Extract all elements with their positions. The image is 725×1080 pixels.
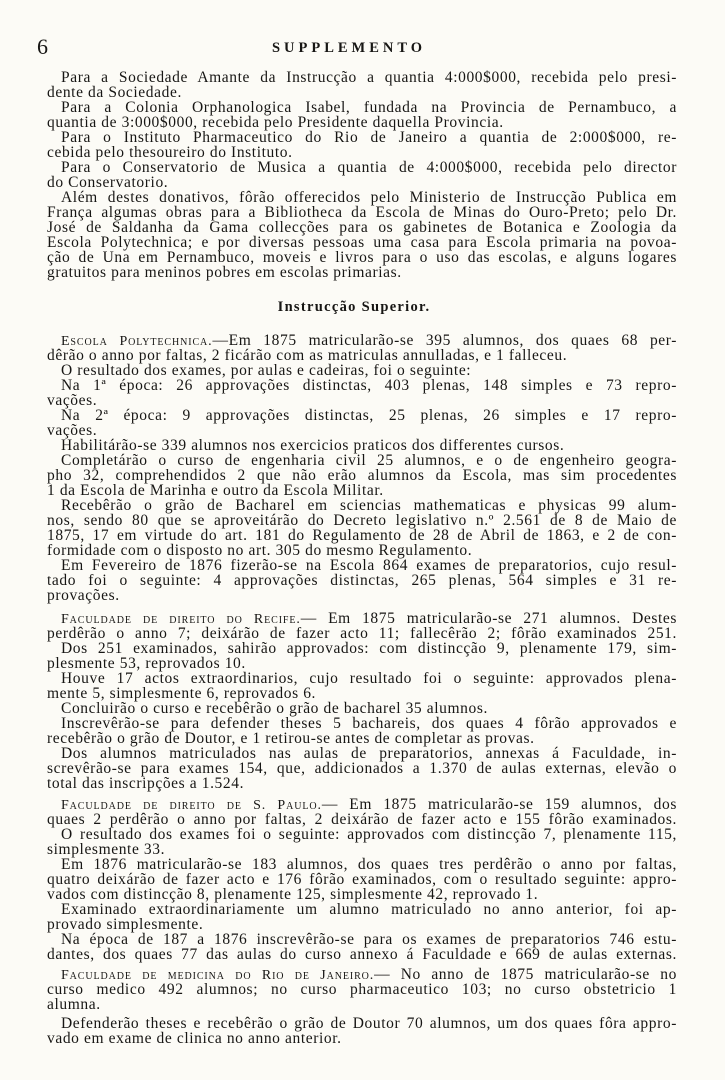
text-line: França algumas obras para a Bibliotheca da Escola de Minas do Ouro-Preto; pelo Dr. <box>47 204 677 221</box>
text-line: dantes, dos quaes 77 das aulas do curso annexo á Faculdade e 669 de aulas externas. <box>47 946 677 963</box>
paragraph <box>47 932 677 962</box>
text-line: ção de Una em Pernambuco, moveis e livros para o uso das escolas, e alguns logares <box>47 249 677 266</box>
text-line: O resultado dos exames, por aulas e cadeiras, foi o seguinte: <box>61 362 472 379</box>
donations-block <box>47 70 677 280</box>
paragraph <box>47 498 677 558</box>
text-line <box>47 967 677 982</box>
text-line-rest: — No anno de 1875 matricularão-se no <box>374 966 677 983</box>
text-line: provado simplesmente. <box>47 916 204 933</box>
text-line: provações. <box>47 587 120 604</box>
text-line: vações. <box>47 422 98 439</box>
text-line-rest: — Em 1875 matricularão-se 271 alumnos. Destes <box>300 610 677 627</box>
text-line: simplesmente 33. <box>47 841 166 858</box>
text-line: Para a Colonia Orphanologica Isabel, fundada na Provincia de Pernambuco, a <box>61 99 677 116</box>
text-line: dente da Sociedade. <box>47 84 182 101</box>
paragraph <box>47 130 677 160</box>
text-line: Dos alumnos matriculados nas aulas de preparatorios, annexas á Faculdade, in- <box>61 745 677 762</box>
section-lead: Faculdade de direito de S. Paulo. <box>61 798 322 813</box>
section-lead: Escola Polytechnica. <box>61 334 213 349</box>
section-lead: Faculdade de medicina do Rio de Janeiro. <box>61 968 375 983</box>
text-line: Houve 17 actos extraordinarios, cujo resultado foi o seguinte: approvados plena- <box>61 670 677 687</box>
text-line: curso medico 492 alumnos; no curso pharmaceutico 103; no curso obstetricio 1 <box>47 981 677 998</box>
paragraph <box>47 746 677 791</box>
text-line: gratuitos para meninos pobres em escolas primarias. <box>47 264 402 281</box>
text-line: recebêrão o grão de Doutor, e 1 retirou-se antes de completar as provas. <box>47 730 535 747</box>
text-line: Em Fevereiro de 1876 fizerão-se na Escola 864 exames de preparatorios, cujo resul- <box>61 557 677 574</box>
text-line <box>47 333 677 348</box>
page-body <box>47 70 677 1046</box>
text-line: Em 1876 matricularão-se 183 alumnos, dos quaes tres perdêrão o anno por faltas, <box>61 856 677 873</box>
section-faculdade-medicina <box>47 967 677 1046</box>
text-line: Na 1ª época: 26 approvações distinctas, 403 plenas, 148 simples e 73 repro- <box>61 377 677 394</box>
text-line: Escola Polytechnica; e por diversas pessoas uma casa para Escola primaria na povoa- <box>47 234 677 251</box>
text-line: O resultado dos exames foi o seguinte: approvados com distincção 7, plenamente 115, <box>61 826 677 843</box>
text-line: perdêrão o anno 7; deixárão de fazer acto 11; fallecêrão 2; fôrão examinados 251. <box>47 625 677 642</box>
section-lead: Faculdade de direito do Recife. <box>61 612 301 627</box>
text-line: Habilitárão-se 339 alumnos nos exercicios praticos dos differentes cursos. <box>61 437 565 454</box>
section-faculdade-recife <box>47 611 677 791</box>
text-line: Defenderão theses e recebêrão o grão de Doutor 70 alumnos, um dos quaes fôra appro- <box>61 1015 677 1032</box>
text-line: total das inscripções a 1.524. <box>47 775 245 792</box>
text-line: mente 5, simplesmente 6, reprovados 6. <box>47 685 317 702</box>
paragraph <box>47 857 677 902</box>
section-faculdade-sao-paulo <box>47 797 677 962</box>
text-line-rest: — Em 1875 matricularão-se 159 alumnos, dos <box>321 796 677 813</box>
paragraph <box>47 70 677 100</box>
text-line: José de Saldanha da Gama collecções para os gabinetes de Botanica e Zoologia da <box>47 219 677 236</box>
text-line: plesmente 53, reprovados 10. <box>47 655 246 672</box>
paragraph <box>47 333 677 363</box>
text-line: Completárão o curso de engenharia civil 25 alumnos, e o de engenheiro geogra- <box>61 452 677 469</box>
text-line: quantia de 3:000$000, recebida pelo Presidente daquella Provincia. <box>47 114 504 131</box>
section-heading: Instrucção Superior. <box>277 299 431 315</box>
text-line: vados com distincção 8, plenamente 125, simplesmente 42, reprovado 1. <box>47 886 539 903</box>
text-line: vado em exame de clinica no anno anterior. <box>47 1030 342 1047</box>
text-line <box>47 797 677 812</box>
text-line: Para a Sociedade Amante da Instrucção a quantia 4:000$000, recebida pelo presi- <box>61 69 677 86</box>
text-line-rest: —Em 1875 matricularão-se 395 alumnos, dos quaes 68 per- <box>212 332 677 349</box>
paragraph <box>47 827 677 857</box>
paragraph <box>47 558 677 603</box>
running-head: SUPPLEMENTO <box>271 40 427 56</box>
text-line: Recebêrão o grão de Bacharel em sciencias mathematicas e physicas 99 alum- <box>61 497 677 514</box>
text-line: pho 32, comprehendidos 2 que não erão alumnos da Escola, mas sim procedentes <box>47 467 677 484</box>
paragraph <box>47 1016 677 1046</box>
paragraph <box>47 611 677 641</box>
text-line: do Conservatorio. <box>47 174 169 191</box>
text-line: nos, sendo 80 que se aproveitárão do Decreto legislativo n.º 2.561 de 8 de Maio de <box>47 512 677 529</box>
paragraph <box>47 716 677 746</box>
paragraph <box>47 701 677 716</box>
paragraph <box>47 408 677 438</box>
paragraph <box>47 190 677 280</box>
paragraph <box>47 967 677 1012</box>
paragraph <box>47 438 677 453</box>
text-line: tado foi o seguinte: 4 approvações distinctas, 265 plenas, 564 simples e 31 re- <box>47 572 677 589</box>
text-line: Na época de 187 a 1876 inscrevêrão-se para os exames de preparatorios 746 estu- <box>61 931 677 948</box>
paragraph <box>47 671 677 701</box>
paragraph <box>47 453 677 498</box>
paragraph <box>47 363 677 378</box>
text-line: quatro deixárão de fazer acto e 176 fôrão examinados, com o resultado seguinte: appro- <box>47 871 677 888</box>
paragraph <box>47 902 677 932</box>
text-line: alumna. <box>47 996 101 1013</box>
text-line: Para o Conservatorio de Musica a quantia de 4:000$000, recebida pelo director <box>61 159 677 176</box>
text-line: 1 da Escola de Marinha e outro da Escola Militar. <box>47 482 384 499</box>
text-line: vações. <box>47 392 98 409</box>
text-line: cebida pelo thesoureiro do Instituto. <box>47 144 293 161</box>
text-line: Inscrevêrão-se para defender theses 5 bachareis, dos quaes 4 fôrão approvados e <box>61 715 677 732</box>
section-escola-polytechnica <box>47 333 677 603</box>
text-line: Para o Instituto Pharmaceutico do Rio de Janeiro a quantia de 2:000$000, re- <box>61 129 677 146</box>
text-line: Concluirão o curso e recebêrão o grão de bacharel 35 alumnos. <box>61 700 488 717</box>
text-line: formidade com o disposto no art. 305 do mesmo Regulamento. <box>47 542 473 559</box>
text-line: quaes 2 perdêrão o anno por faltas, 2 deixárão de fazer acto e 155 fôrão examinados. <box>47 811 677 828</box>
text-line: Examinado extraordinariamente um alumno matriculado no anno anterior, foi ap- <box>61 901 677 918</box>
text-line: screvêrão-se para exames 154, que, addicionados a 1.370 de aulas externas, elevão o <box>47 760 677 777</box>
page-number: 6 <box>37 34 48 59</box>
text-line: 1875, 17 em virtude do art. 181 do Regulamento de 28 de Abril de 1863, e 2 de con- <box>47 527 677 544</box>
paragraph <box>47 160 677 190</box>
text-line: dêrão o anno por faltas, 2 ficárão com as matriculas annulladas, e 1 falleceu. <box>47 347 568 364</box>
text-line: Dos 251 examinados, sahirão approvados: com distincção 9, plenamente 179, sim- <box>61 640 677 657</box>
paragraph <box>47 641 677 671</box>
text-line <box>47 611 677 626</box>
text-line: Na 2ª época: 9 approvações distinctas, 25 plenas, 26 simples e 17 repro- <box>61 407 677 424</box>
paragraph <box>47 378 677 408</box>
paragraph <box>47 797 677 827</box>
paragraph <box>47 100 677 130</box>
text-line: Além destes donativos, fôrão offerecidos pelo Ministerio de Instrucção Publica em <box>61 189 677 206</box>
